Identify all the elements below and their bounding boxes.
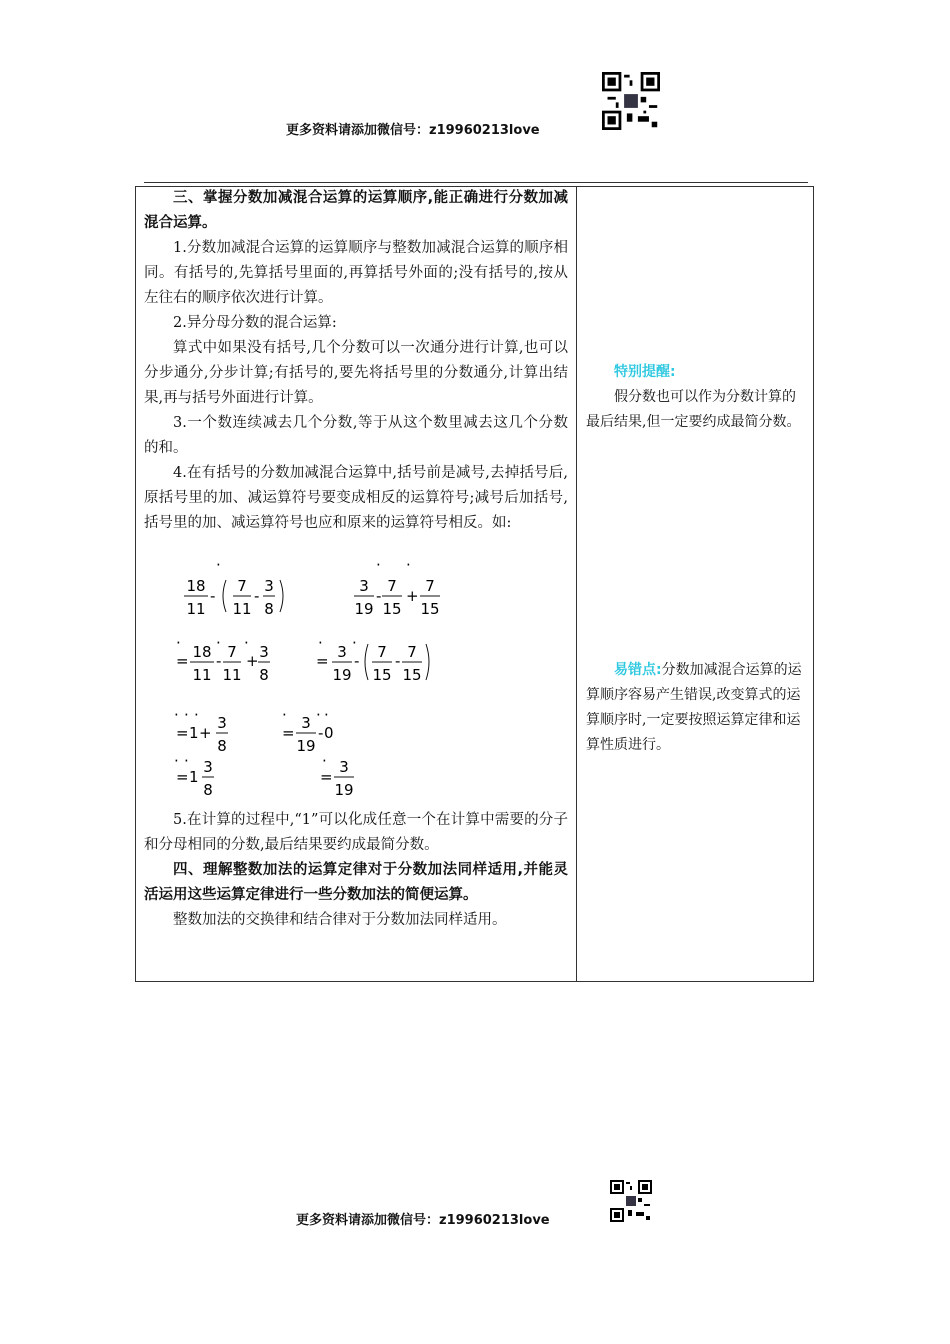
- qr-code-icon: [602, 72, 660, 130]
- svg-text:-: -: [376, 587, 382, 605]
- tip-text: 假分数也可以作为分数计算的最后结果,但一定要约成最简分数。: [586, 389, 801, 430]
- svg-text:·: ·: [194, 706, 199, 724]
- svg-text:3: 3: [203, 758, 213, 776]
- svg-text:1: 1: [189, 768, 199, 786]
- example-a-line3: [174, 706, 228, 755]
- svg-text:11: 11: [222, 666, 242, 684]
- svg-text:7: 7: [377, 643, 387, 661]
- svg-text:8: 8: [217, 737, 227, 755]
- example-a-line2: [176, 634, 270, 684]
- main-column-lower: [144, 808, 568, 933]
- tip-note: [586, 360, 808, 435]
- svg-text:=: =: [320, 768, 333, 786]
- svg-text:·: ·: [184, 752, 189, 770]
- section-heading-3: 三、掌握分数加减混合运算的运算顺序,能正确进行分数加减混合运算。: [144, 190, 568, 231]
- svg-text:·: ·: [216, 560, 221, 574]
- example-b-line3: [282, 706, 334, 755]
- section-heading-4: 四、理解整数加法的运算定律对于分数加法同样适用,并能灵活运用这些运算定律进行一些分数加法的简便运算。: [144, 862, 568, 903]
- svg-text:·: ·: [216, 634, 221, 652]
- svg-text:7: 7: [227, 643, 237, 661]
- svg-text:·: ·: [406, 560, 411, 574]
- footer-contact-text: 更多资料请添加微信号：z19960213love: [296, 1213, 550, 1228]
- svg-text:·: ·: [244, 634, 249, 652]
- svg-text:1: 1: [189, 724, 199, 742]
- error-note: [586, 658, 808, 758]
- svg-text:=: =: [282, 724, 295, 742]
- svg-text:19: 19: [354, 600, 374, 618]
- example-a-line1: [184, 560, 283, 618]
- svg-text:19: 19: [296, 737, 316, 755]
- svg-text:+: +: [406, 587, 419, 605]
- svg-text:+: +: [246, 652, 259, 670]
- svg-text:15: 15: [420, 600, 440, 618]
- svg-text:-: -: [354, 652, 360, 670]
- item-2-body: 算式中如果没有括号,几个分数可以一次通分进行计算,也可以分步通分,分步计算;有括号的,要先将括号里的分数通分,计算出结果,再与括号外面进行计算。: [144, 340, 568, 406]
- item-4: 4.在有括号的分数加减混合运算中,括号前是减号,去掉括号后,原括号里的加、减运算符号要变成相反的运算符号;减号后加括号,括号里的加、减运算符号也应和原来的运算符号相反。如:: [144, 465, 568, 531]
- svg-text:19: 19: [332, 666, 352, 684]
- svg-text:11: 11: [192, 666, 212, 684]
- svg-text:8: 8: [264, 600, 274, 618]
- svg-text:-: -: [395, 652, 401, 670]
- svg-text:11: 11: [232, 600, 252, 618]
- svg-text:-: -: [318, 724, 324, 742]
- svg-text:3: 3: [337, 643, 347, 661]
- svg-text:-: -: [210, 587, 216, 605]
- svg-text:3: 3: [359, 577, 369, 595]
- header-rule: [144, 182, 808, 183]
- item-2: 2.异分母分数的混合运算:: [173, 315, 337, 331]
- item-6: 整数加法的交换律和结合律对于分数加法同样适用。: [173, 912, 507, 928]
- svg-text:=: =: [316, 652, 329, 670]
- svg-text:·: ·: [176, 634, 181, 652]
- qr-code-icon: [610, 1180, 652, 1222]
- svg-text:-: -: [216, 652, 222, 670]
- column-divider: [576, 186, 577, 982]
- svg-text:3: 3: [259, 643, 269, 661]
- svg-text:19: 19: [334, 781, 354, 799]
- svg-text:7: 7: [237, 577, 247, 595]
- error-label: 易错点:: [614, 662, 662, 678]
- svg-text:3: 3: [339, 758, 349, 776]
- svg-text:·: ·: [174, 706, 179, 724]
- svg-text:0: 0: [324, 724, 334, 742]
- svg-text:·: ·: [352, 634, 357, 652]
- svg-text:8: 8: [203, 781, 213, 799]
- svg-text:15: 15: [382, 600, 402, 618]
- svg-text:·: ·: [318, 634, 323, 652]
- svg-text:7: 7: [407, 643, 417, 661]
- svg-text:=: =: [176, 768, 189, 786]
- example-a-line4: [174, 752, 214, 799]
- svg-text:=: =: [176, 652, 189, 670]
- svg-text:·: ·: [376, 560, 381, 574]
- math-examples: [170, 560, 470, 810]
- svg-text:11: 11: [186, 600, 206, 618]
- example-b-line4: [320, 752, 354, 799]
- svg-text:-: -: [254, 587, 260, 605]
- svg-text:7: 7: [387, 577, 397, 595]
- svg-text:·: ·: [184, 706, 189, 724]
- header-contact-text: 更多资料请添加微信号：z19960213love: [286, 123, 540, 138]
- svg-text:18: 18: [192, 643, 212, 661]
- item-3: 3.一个数连续减去几个分数,等于从这个数里减去这几个分数的和。: [144, 415, 568, 456]
- main-column: [144, 186, 568, 536]
- item-5: 5.在计算的过程中,“1”可以化成任意一个在计算中需要的分子和分母相同的分数,最后结果要约成最简分数。: [144, 812, 568, 853]
- svg-text:3: 3: [217, 714, 227, 732]
- svg-text:3: 3: [301, 714, 311, 732]
- example-b-line1: [354, 560, 440, 618]
- item-1: 1.分数加减混合运算的运算顺序与整数加减混合运算的顺序相同。有括号的,先算括号里面的,再算括号外面的;没有括号的,按从左往右的顺序依次进行计算。: [144, 240, 568, 306]
- svg-text:·: ·: [282, 706, 287, 724]
- svg-text:15: 15: [402, 666, 422, 684]
- svg-text:+: +: [199, 724, 212, 742]
- svg-text:8: 8: [259, 666, 269, 684]
- svg-text:·: ·: [324, 706, 329, 724]
- svg-text:·: ·: [322, 752, 327, 770]
- example-b-line2: [316, 634, 429, 684]
- tip-label: 特别提醒:: [614, 364, 676, 380]
- svg-text:·: ·: [316, 706, 321, 724]
- svg-text:7: 7: [425, 577, 435, 595]
- num-18: 18: [186, 577, 206, 595]
- svg-text:3: 3: [264, 577, 274, 595]
- svg-text:·: ·: [174, 752, 179, 770]
- error-text: 分数加减混合运算的运算顺序容易产生错误,改变算式的运算顺序时,一定要按照运算定律和运算性质进行。: [586, 662, 802, 753]
- svg-text:15: 15: [372, 666, 392, 684]
- svg-text:=: =: [176, 724, 189, 742]
